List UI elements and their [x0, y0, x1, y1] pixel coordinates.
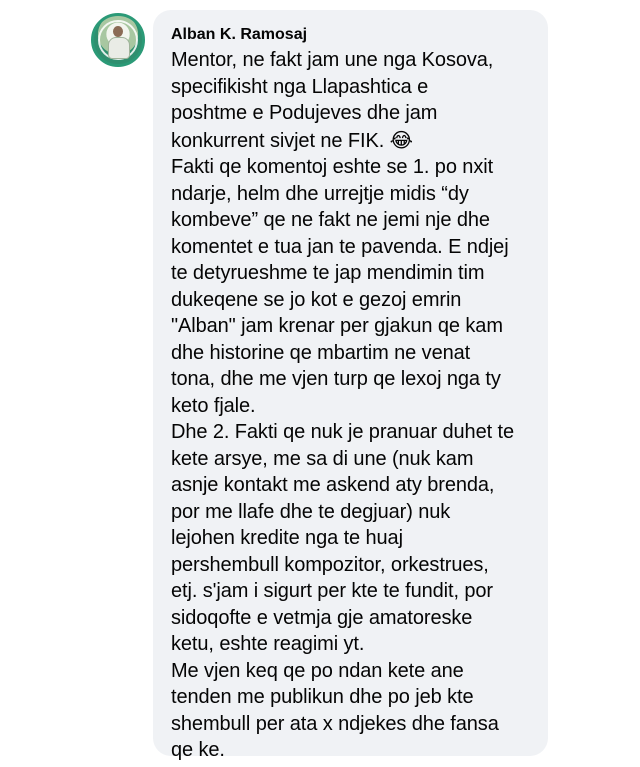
- avatar-figure-head: [113, 26, 123, 37]
- comment-text-part2: Fakti qe komentoj eshte se 1. po nxit ndarje, helm dhe urrejtje midis “dy kombeve” qe ne fakt ne jemi nje dhe komentet e tua jan te pavenda. E ndjej te detyrueshme te jap mendimin tim dukeqene se jo kot e gezoj emrin "Alban" jam krenar per gjakun qe kam dhe historine qe mbartim ne venat tona, dhe me vjen turp qe lexoj nga ty keto fjale. Dhe 2. Fakti qe nuk je pranuar duhet te kete arsye, me sa di une (nuk kam asnje kontakt me askend aty brenda, por me llafe dhe te degjuar) nuk lejohen kredite nga te huaj pershembull kompozitor, orkestrues, etj. s'jam i sigurt per kte te fundit, por sidoqofte e vetmja gje amatoreske ketu, eshte reagimi yt. Me vjen keq qe po ndan kete ane tenden me publikun dhe po jeb kte shembull per ata x ndjekes dhe fansa qe ke.: [171, 156, 514, 761]
- comment-text-part1: Mentor, ne fakt jam une nga Kosova, specifikisht nga Llapashtica e poshtme e Podujeves dhe jam konkurrent sivjet ne FIK.: [171, 49, 494, 152]
- comment-text: [171, 47, 532, 764]
- profile-photo-icon[interactable]: [91, 13, 145, 67]
- laughing-emoji-icon: 😂: [389, 127, 413, 152]
- comment-author[interactable]: Alban K. Ramosaj: [171, 26, 308, 43]
- comment-bubble: [153, 10, 548, 761]
- avatar-figure-body: [108, 37, 130, 59]
